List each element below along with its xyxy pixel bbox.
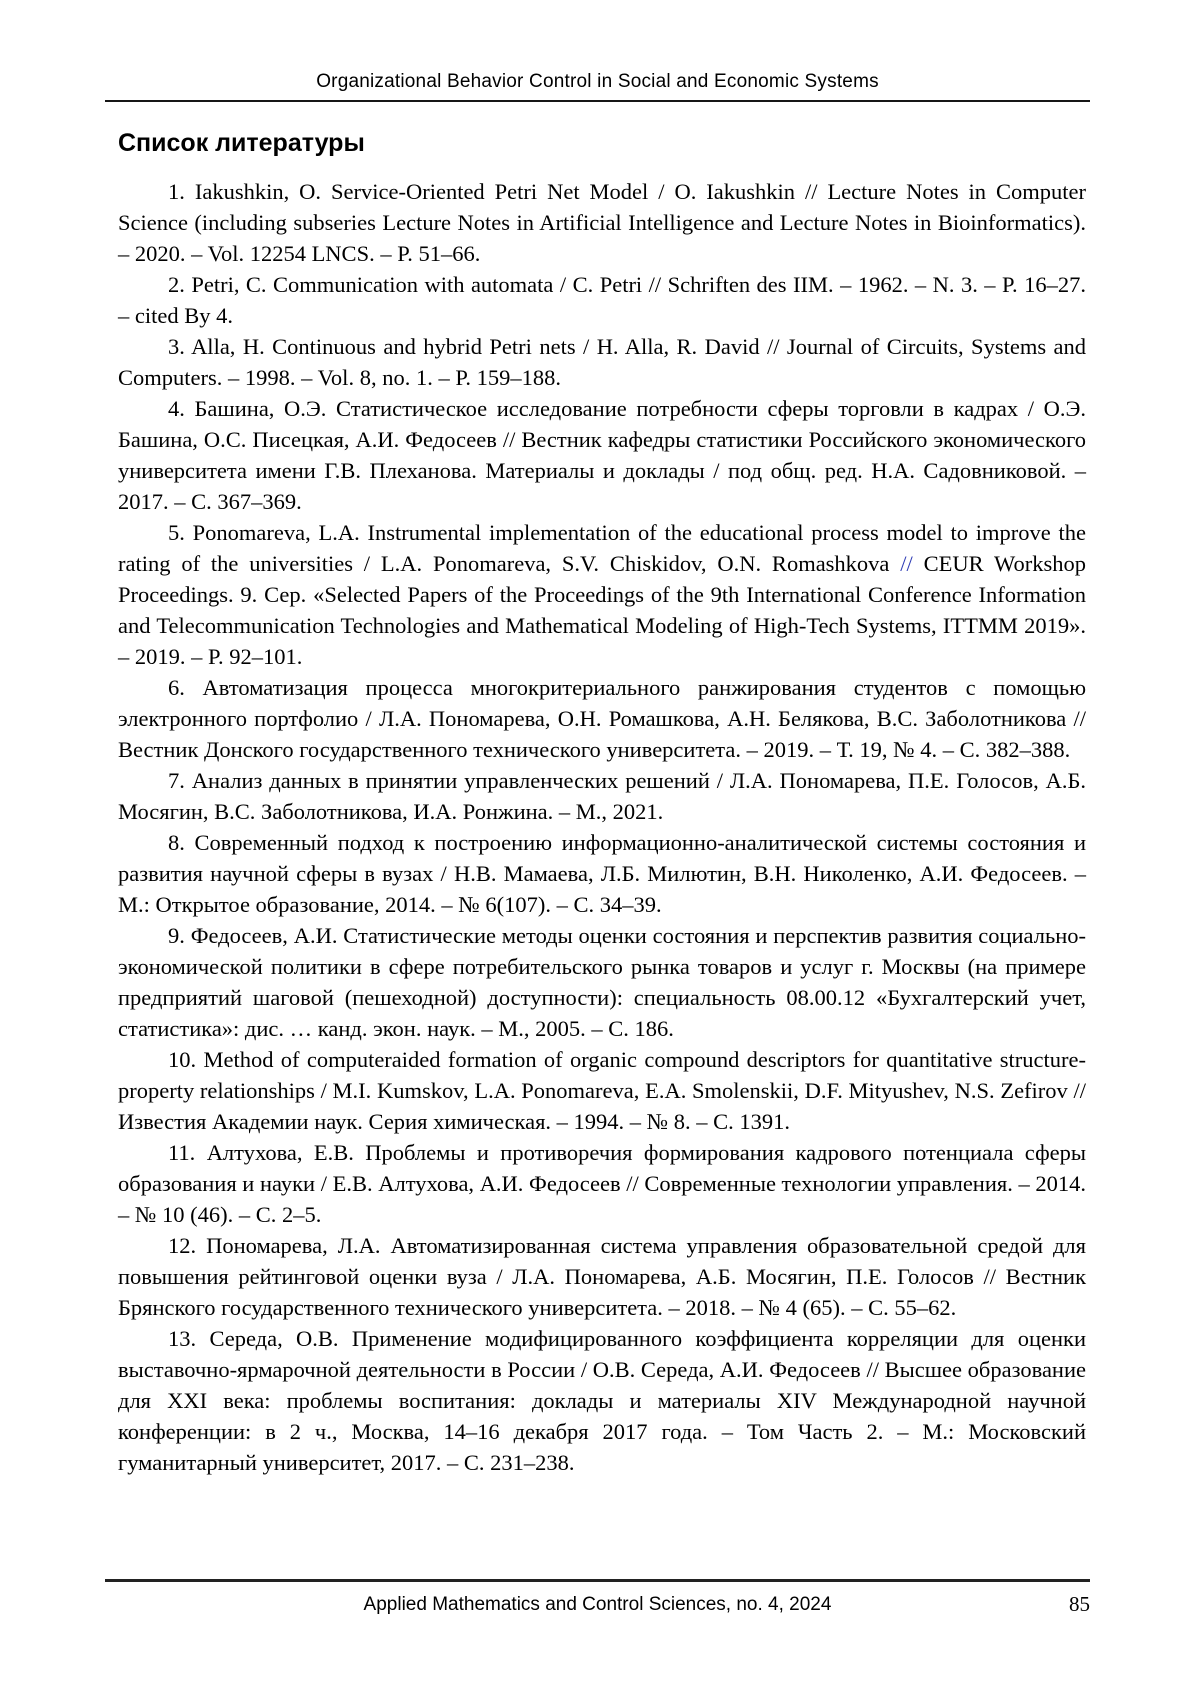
reference-text: Пономарева, Л.А. Автоматизированная система управления образовательной средой для повышения рейтинговой оценки вуза / Л.А. Пономарева, А.Б. Мосягин, П.Е. Голосов // Вестник Брянского государственного технического университета. – 2018. – № 4 (65). – С. 55–62.: [118, 1233, 1087, 1320]
reference-item: [118, 331, 1086, 393]
reference-item: [118, 176, 1086, 269]
reference-item: [118, 920, 1086, 1044]
reference-text: Алтухова, Е.В. Проблемы и противоречия формирования кадрового потенциала сферы образования и науки / Е.В. Алтухова, А.И. Федосеев // Современные технологии управления. – 2014. – № 10 (46). – С. 2–5.: [118, 1140, 1086, 1227]
header-rule: [105, 100, 1090, 102]
reference-number: 2.: [168, 272, 185, 297]
reference-link-slashes: //: [900, 551, 913, 576]
reference-item: [118, 765, 1086, 827]
footer-journal-title: Applied Mathematics and Control Sciences, no. 4, 2024: [363, 1594, 832, 1615]
reference-number: 12.: [168, 1233, 197, 1258]
reference-item: [118, 672, 1086, 765]
reference-number: 13.: [168, 1326, 197, 1351]
reference-number: 8.: [168, 830, 185, 855]
reference-number: 1.: [168, 179, 185, 204]
footer-rule: [105, 1579, 1090, 1582]
reference-item: [118, 827, 1086, 920]
reference-text: Iakushkin, O. Service-Oriented Petri Net Model / O. Iakushkin // Lecture Notes in Computer Science (including subseries Lecture Notes in Artificial Intelligence and Lecture Notes in Bioinformatics). – 2020. – Vol. 12254 LNCS. – P. 51–66.: [118, 179, 1087, 266]
reference-number: 3.: [168, 334, 185, 359]
reference-item: [118, 1044, 1086, 1137]
reference-number: 7.: [168, 768, 185, 793]
reference-text: Petri, C. Communication with automata / C. Petri // Schriften des IIM. – 1962. – N. 3. – P. 16–27. – cited By 4.: [118, 272, 1087, 328]
reference-number: 6.: [168, 675, 185, 700]
reference-text: Автоматизация процесса многокритериального ранжирования студентов с помощью электронного портфолио / Л.А. Пономарева, О.Н. Ромашкова, А.Н. Белякова, В.С. Заболотникова // Вестник Донского государственного технического университета. – 2019. – Т. 19, № 4. – С. 382–388.: [118, 675, 1086, 762]
reference-text: Федосеев, А.И. Статистические методы оценки состояния и перспектив развития социально-экономической политики в сфере потребительского рынка товаров и услуг г. Москвы (на примере предприятий шаговой (пешеходной) доступности): специальность 08.00.12 «Бухгалтерский учет, статистика»: дис. … канд. экон. наук. – М., 2005. – С. 186.: [118, 923, 1087, 1041]
section-title: Список литературы: [118, 129, 365, 157]
reference-number: 11.: [168, 1140, 196, 1165]
reference-number: 9.: [168, 923, 185, 948]
footer-page-number: 85: [1069, 1592, 1090, 1616]
reference-number: 4.: [168, 396, 185, 421]
reference-text: Середа, О.В. Применение модифицированного коэффициента корреляции для оценки выставочно-ярмарочной деятельности в России / О.В. Середа, А.И. Федосеев // Высшее образование для XXI века: проблемы воспитания: доклады и материалы XIV Международной научной конференции: в 2 ч., Москва, 14–16 декабря 2017 года. – Том Часть 2. – М.: Московский гуманитарный университет, 2017. – С. 231–238.: [118, 1326, 1086, 1475]
reference-text: Alla, H. Continuous and hybrid Petri nets / H. Alla, R. David // Journal of Circuits, Systems and Computers. – 1998. – Vol. 8, no. 1. – P. 159–188.: [118, 334, 1086, 390]
reference-item: [118, 517, 1086, 672]
reference-item: [118, 269, 1086, 331]
reference-text: Ponomareva, L.A. Instrumental implementation of the educational process model to improve the rating of the universities / L.A. Ponomareva, S.V. Chiskidov, O.N. Romashkova: [118, 520, 1087, 576]
reference-text: Анализ данных в принятии управленческих решений / Л.А. Пономарева, П.Е. Голосов, А.Б. Мосягин, В.С. Заболотникова, И.А. Ронжина. – М., 2021.: [118, 768, 1087, 824]
reference-number: 10.: [168, 1047, 197, 1072]
reference-item: [118, 1323, 1086, 1478]
reference-text: Башина, О.Э. Статистическое исследование потребности сферы торговли в кадрах / О.Э. Башина, О.С. Писецкая, А.И. Федосеев // Вестник кафедры статистики Российского экономического университета имени Г.В. Плеханова. Материалы и доклады / под общ. ред. Н.А. Садовниковой. – 2017. – С. 367–369.: [118, 396, 1086, 514]
reference-item: [118, 393, 1086, 517]
reference-item: [118, 1137, 1086, 1230]
reference-item: [118, 1230, 1086, 1323]
reference-text: Современный подход к построению информационно-аналитической системы состояния и развития научной сферы в вузах / Н.В. Мамаева, Л.Б. Милютин, В.Н. Николенко, А.И. Федосеев. – М.: Открытое образование, 2014. – № 6(107). – С. 34–39.: [118, 830, 1086, 917]
reference-list: [118, 176, 1086, 1478]
reference-text: Method of computeraided formation of organic compound descriptors for quantitative structure-property relationships / M.I. Kumskov, L.A. Ponomareva, E.A. Smolenskii, D.F. Mityushev, N.S. Zefirov // Известия Академии наук. Серия химическая. – 1994. – № 8. – С. 1391.: [118, 1047, 1086, 1134]
reference-text: CEUR Workshop Proceedings. 9. Сер. «Selected Papers of the Proceedings of the 9th International Conference Information and Telecommunication Technologies and Mathematical Modeling of High-Tech Systems, ITTMM 2019». – 2019. – P. 92–101.: [118, 551, 1086, 669]
running-header-title: Organizational Behavior Control in Social and Economic Systems: [316, 71, 879, 92]
reference-number: 5.: [168, 520, 185, 545]
